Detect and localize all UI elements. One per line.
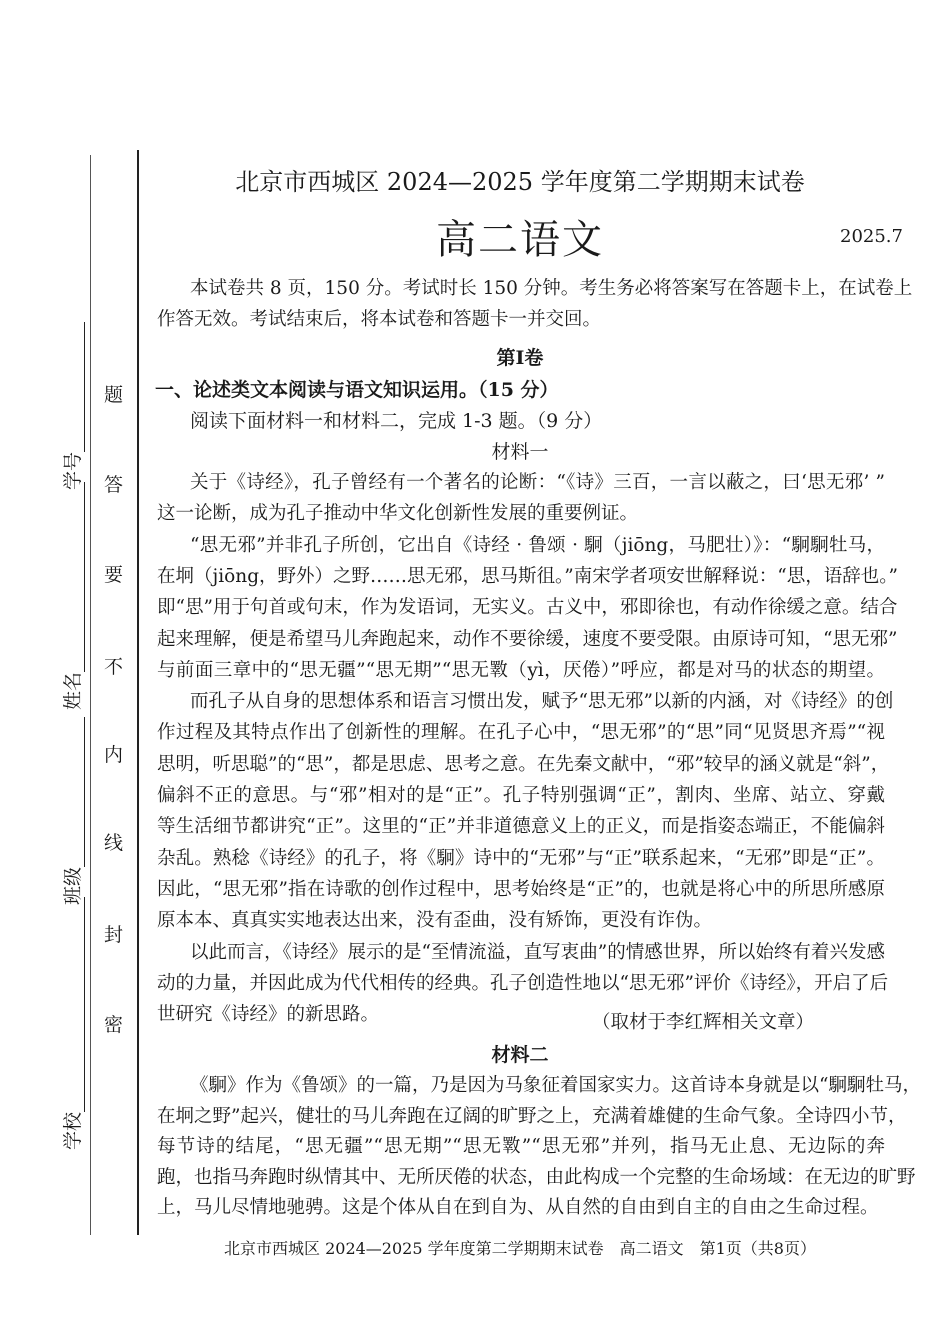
volume-heading: 第Ⅰ卷 — [496, 347, 544, 369]
text-line: 而孔子从自身的思想体系和语言习惯出发，赋予“思无邪”以新的内涵，对《诗经》的创 — [190, 691, 894, 713]
class-field[interactable]: 班级 — [58, 717, 85, 905]
reading-instruction: 阅读下面材料一和材料二，完成 1-3 题。（9 分） — [190, 410, 603, 432]
name-field[interactable]: 姓名 — [58, 482, 85, 710]
material2-title: 材料二 — [491, 1044, 549, 1066]
text-line: 动的力量，并因此成为代代相传的经典。孔子创造性地以“思无邪”评价《诗经》，开启了后 — [157, 972, 889, 994]
text-line: 跑，也指马奔跑时纵情其中、无所厌倦的状态，由此构成一个完整的生命场域：在无边的旷野 — [157, 1166, 916, 1188]
subject-title: 高二语文 — [436, 217, 604, 263]
text-line: 作过程及其特点作出了创新性的理解。在孔子心中，“思无邪”的“思”同“见贤思齐焉”“视 — [157, 722, 885, 744]
text-line: “思无邪”并非孔子所创，它出自《诗经 · 鲁颂 · 駉（jiōng，马肥壮）》：“駉駉牡马， — [190, 534, 885, 556]
exam-date: 2025.7 — [840, 226, 903, 247]
intro-line: 作答无效。考试结束后，将本试卷和答题卡一并交回。 — [157, 309, 602, 330]
text-line: 在坰之野”起兴，健壮的马儿奔跑在辽阔的旷野之上，充满着雄健的生命气象。全诗四小节， — [157, 1105, 907, 1127]
text-line: 与前面三章中的“思无疆”“思无期”“思无斁（yì，厌倦）”呼应，都是对马的状态的期望。 — [157, 659, 885, 681]
text-line: 上，马儿尽情地驰骋。这是个体从自在到自为、从自然的自由到自主的自由之生命过程。 — [157, 1197, 879, 1219]
text-line: 这一论断，成为孔子推动中华文化创新性发展的重要例证。 — [157, 503, 639, 525]
material1-source: （取材于李红辉相关文章） — [592, 1012, 815, 1033]
binding-cut-line — [90, 155, 91, 1235]
text-line: 等生活细节都讲究“正”。这里的“正”并非道德意义上的正义，而是指姿态端正，不能偏斜 — [157, 816, 885, 838]
section-heading: 一、论述类文本阅读与语文知识运用。（15 分） — [155, 379, 559, 401]
text-line: 思明，听思聪”的“思”，都是思虑、思考之意。在先秦文献中，“邪”较早的涵义就是“斜”， — [157, 753, 890, 775]
text-line: 偏斜不正的意思。与“邪”相对的是“正”。孔子特别强调“正”，割肉、坐席、站立、穿戴 — [157, 785, 885, 806]
text-line: 即“思”用于句首或句末，作为发语词，无实义。古义中，邪即徐也，有动作徐缓之意。结合 — [157, 597, 898, 619]
text-line: 《駉》作为《鲁颂》的一篇，乃是因为马象征着国家实力。这首诗本身就是以“駉駉牡马， — [190, 1075, 921, 1096]
text-line: 杂乱。熟稔《诗经》的孔子，将《駉》诗中的“无邪”与“正”联系起来，“无邪”即是“正”。 — [157, 847, 885, 869]
text-line: 以此而言，《诗经》展示的是“至情流溢，直写衷曲”的情感世界，所以始终有着兴发感 — [190, 941, 885, 963]
text-line: 每节诗的结尾，“思无疆”“思无期”“思无斁”“思无邪”并列，指马无止息、无边际的奔 — [157, 1136, 885, 1158]
school-field[interactable]: 学校 — [58, 897, 85, 1150]
text-line: 在坰（jiōng，野外）之野……思无邪，思马斯徂。”南宋学者项安世解释说：“思，语辞也。” — [157, 565, 898, 587]
intro-line: 本试卷共 8 页，150 分。考试时长 150 分钟。考生务必将答案写在答题卡上，在试卷上 — [190, 278, 913, 299]
material1-title: 材料一 — [491, 441, 549, 463]
student-id-field[interactable]: 学号 — [58, 322, 85, 490]
text-line: 关于《诗经》，孔子曾经有一个著名的论断：“《诗》三百，一言以蔽之，曰‘思无邪’ ” — [190, 472, 885, 493]
text-line: 因此，“思无邪”指在诗歌的创作过程中，思考始终是“正”的，也就是将心中的所思所感原 — [157, 878, 885, 900]
binding-border-line — [137, 150, 139, 1235]
text-line: 世研究《诗经》的新思路。 — [157, 1004, 380, 1026]
page-footer: 北京市西城区 2024—2025 学年度第二学期期末试卷 高二语文 第1页（共8页） — [224, 1239, 816, 1258]
text-line: 起来理解，便是希望马儿奔跑起来，动作不要徐缓，速度不要受限。由原诗可知，“思无邪” — [157, 628, 898, 650]
text-line: 原本本、真真实实地表达出来，没有歪曲，没有矫饰，更没有诈伪。 — [157, 910, 713, 932]
exam-title: 北京市西城区 2024—2025 学年度第二学期期末试卷 — [235, 168, 805, 196]
